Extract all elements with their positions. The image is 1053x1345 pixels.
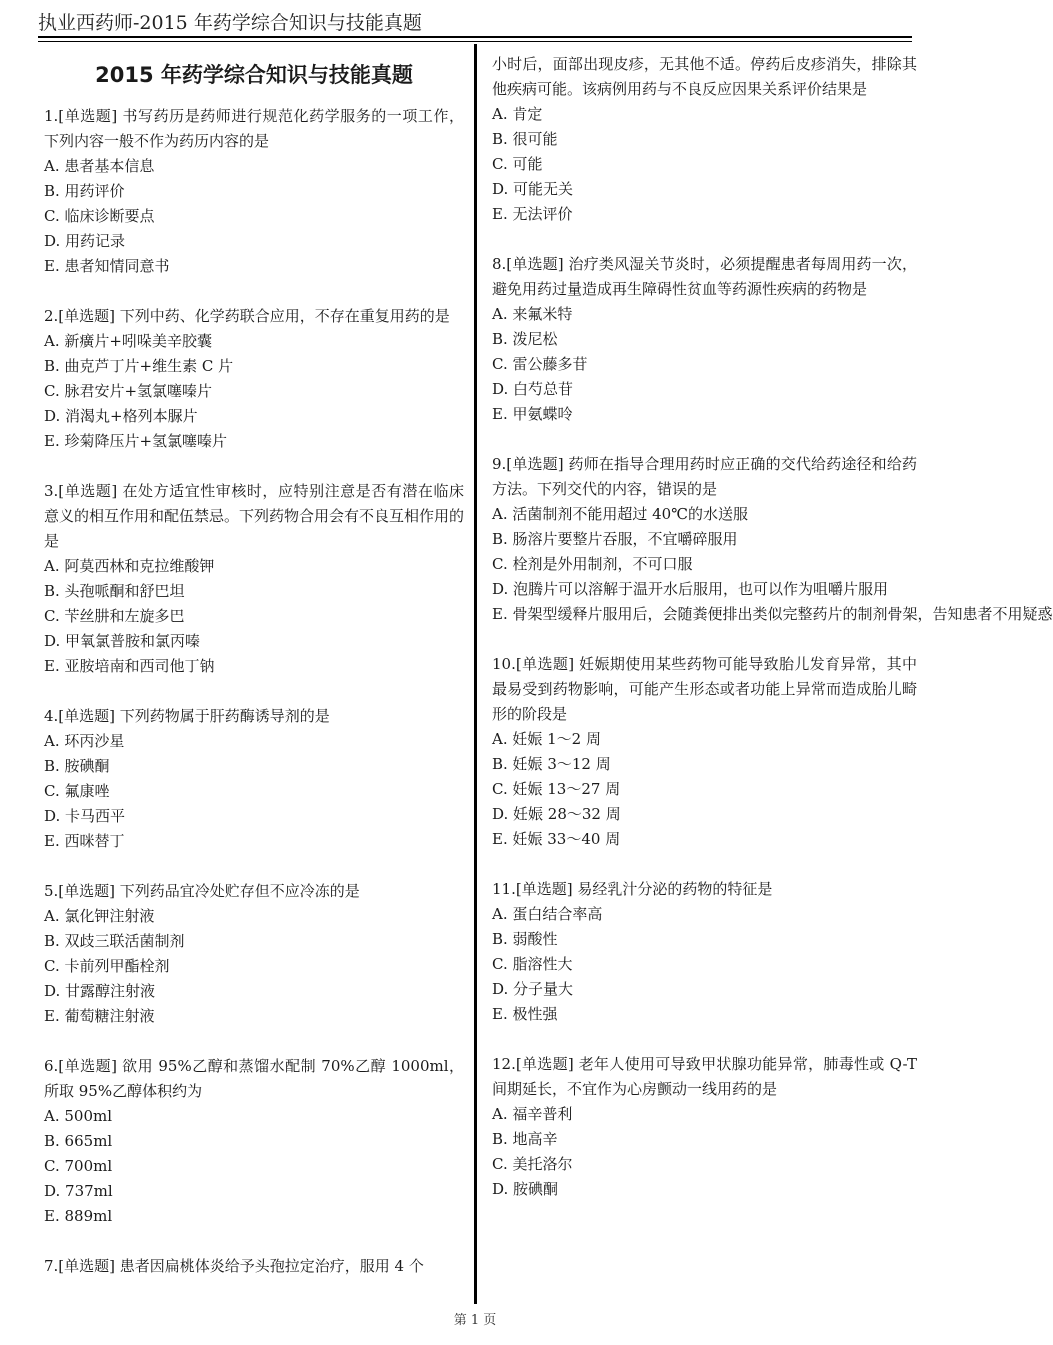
answer-option: D. 胺碘酮 bbox=[492, 1180, 559, 1198]
answer-option: B. 妊娠 3～12 周 bbox=[492, 755, 611, 773]
answer-option: D. 妊娠 28～32 周 bbox=[492, 805, 621, 823]
answer-option: D. 分子量大 bbox=[492, 980, 574, 998]
question-stem: 7.[单选题] 患者因扁桃体炎给予头孢拉定治疗，服用 4 个 bbox=[44, 1257, 424, 1275]
answer-option: A. 肯定 bbox=[492, 105, 543, 123]
question-stem: 11.[单选题] 易经乳汁分泌的药物的特征是 bbox=[492, 880, 773, 898]
right-question-list bbox=[492, 52, 1053, 1202]
answer-option: C. 苄丝肼和左旋多巴 bbox=[44, 607, 185, 625]
question-block bbox=[492, 877, 917, 1027]
answer-option: C. 700ml bbox=[44, 1157, 113, 1175]
answer-option: C. 可能 bbox=[492, 155, 543, 173]
question-stem: 10.[单选题] 妊娠期使用某些药物可能导致胎儿发育异常，其中最易受到药物影响，可能产生形态或者功能上异常而造成胎儿畸形的阶段是 bbox=[492, 655, 917, 723]
answer-option: B. 肠溶片要整片吞服，不宜嚼碎服用 bbox=[492, 530, 738, 548]
header-rule-thin bbox=[38, 41, 912, 42]
header-rule-thick bbox=[38, 36, 912, 38]
answer-option: B. 双歧三联活菌制剂 bbox=[44, 932, 185, 950]
answer-option: D. 泡腾片可以溶解于温开水后服用，也可以作为咀嚼片服用 bbox=[492, 580, 889, 598]
question-stem: 1.[单选题] 书写药历是药师进行规范化药学服务的一项工作，下列内容一般不作为药历内容的是 bbox=[44, 107, 464, 150]
answer-option: D. 可能无关 bbox=[492, 180, 574, 198]
answer-option: B. 头孢哌酮和舒巴坦 bbox=[44, 582, 185, 600]
answer-option: A. 阿莫西林和克拉维酸钾 bbox=[44, 557, 215, 575]
answer-option: E. 妊娠 33～40 周 bbox=[492, 830, 621, 848]
answer-option: E. 骨架型缓释片服用后，会随粪便排出类似完整药片的制剂骨架，告知患者不用疑惑 bbox=[492, 605, 1053, 623]
question-block bbox=[44, 104, 464, 279]
answer-option: B. 665ml bbox=[44, 1132, 113, 1150]
answer-option: D. 用药记录 bbox=[44, 232, 126, 250]
running-header: 执业西药师-2015 年药学综合知识与技能真题 bbox=[38, 12, 422, 34]
answer-option: B. 地高辛 bbox=[492, 1130, 558, 1148]
question-stem: 9.[单选题] 药师在指导合理用药时应正确的交代给药途径和给药方法。下列交代的内容，错误的是 bbox=[492, 455, 917, 498]
answer-option: E. 甲氨蝶呤 bbox=[492, 405, 573, 423]
answer-option: A. 环丙沙星 bbox=[44, 732, 125, 750]
answer-option: A. 福辛普利 bbox=[492, 1105, 573, 1123]
answer-option: C. 氟康唑 bbox=[44, 782, 110, 800]
answer-option: C. 美托洛尔 bbox=[492, 1155, 573, 1173]
question-stem: 5.[单选题] 下列药品宜冷处贮存但不应冷冻的是 bbox=[44, 882, 360, 900]
answer-option: A. 新癀片+吲哚美辛胶囊 bbox=[44, 332, 212, 350]
answer-option: A. 活菌制剂不能用超过 40℃的水送服 bbox=[492, 505, 749, 523]
answer-option: A. 氯化钾注射液 bbox=[44, 907, 155, 925]
answer-option: C. 临床诊断要点 bbox=[44, 207, 155, 225]
question-block bbox=[492, 52, 917, 227]
question-stem: 6.[单选题] 欲用 95%乙醇和蒸馏水配制 70%乙醇 1000ml，所取 95%乙醇体积约为 bbox=[44, 1057, 464, 1100]
document-title: 2015 年药学综合知识与技能真题 bbox=[95, 63, 413, 87]
left-column bbox=[44, 52, 464, 1304]
question-block bbox=[44, 1254, 464, 1279]
question-block bbox=[492, 252, 917, 427]
answer-option: D. 卡马西平 bbox=[44, 807, 126, 825]
answer-option: D. 甘露醇注射液 bbox=[44, 982, 156, 1000]
question-block bbox=[492, 1052, 917, 1202]
answer-option: A. 患者基本信息 bbox=[44, 157, 155, 175]
question-block bbox=[492, 452, 1053, 627]
page-number: 第 1 页 bbox=[453, 1313, 497, 1328]
answer-option: C. 脉君安片+氢氯噻嗪片 bbox=[44, 382, 213, 400]
answer-option: E. 极性强 bbox=[492, 1005, 558, 1023]
question-stem: 2.[单选题] 下列中药、化学药联合应用，不存在重复用药的是 bbox=[44, 307, 450, 325]
answer-option: E. 亚胺培南和西司他丁钠 bbox=[44, 657, 215, 675]
answer-option: B. 胺碘酮 bbox=[44, 757, 110, 775]
question-stem: 12.[单选题] 老年人使用可导致甲状腺功能异常，肺毒性或 Q-T 间期延长，不宜作为心房颤动一线用药的是 bbox=[492, 1055, 917, 1098]
answer-option: C. 雷公藤多苷 bbox=[492, 355, 588, 373]
question-stem: 小时后，面部出现皮疹，无其他不适。停药后皮疹消失，排除其他疾病可能。该病例用药与不良反应因果关系评价结果是 bbox=[492, 55, 917, 98]
answer-option: D. 消渴丸+格列本脲片 bbox=[44, 407, 198, 425]
question-block bbox=[44, 1054, 464, 1229]
right-column bbox=[492, 52, 1053, 1227]
answer-option: A. 蛋白结合率高 bbox=[492, 905, 603, 923]
answer-option: C. 脂溶性大 bbox=[492, 955, 573, 973]
answer-option: B. 弱酸性 bbox=[492, 930, 558, 948]
answer-option: E. 无法评价 bbox=[492, 205, 573, 223]
answer-option: C. 卡前列甲酯栓剂 bbox=[44, 957, 170, 975]
answer-option: B. 泼尼松 bbox=[492, 330, 558, 348]
question-block bbox=[44, 704, 464, 854]
answer-option: E. 889ml bbox=[44, 1207, 113, 1225]
question-stem: 4.[单选题] 下列药物属于肝药酶诱导剂的是 bbox=[44, 707, 330, 725]
left-question-list bbox=[44, 104, 464, 1279]
answer-option: A. 妊娠 1～2 周 bbox=[492, 730, 601, 748]
answer-option: B. 曲克芦丁片+维生素 C 片 bbox=[44, 357, 234, 375]
answer-option: E. 西咪替丁 bbox=[44, 832, 125, 850]
answer-option: B. 很可能 bbox=[492, 130, 558, 148]
answer-option: C. 妊娠 13～27 周 bbox=[492, 780, 621, 798]
question-block bbox=[44, 879, 464, 1029]
answer-option: D. 白芍总苷 bbox=[492, 380, 574, 398]
answer-option: E. 珍菊降压片+氢氯噻嗪片 bbox=[44, 432, 228, 450]
answer-option: B. 用药评价 bbox=[44, 182, 125, 200]
question-block bbox=[44, 479, 464, 679]
answer-option: D. 737ml bbox=[44, 1182, 113, 1200]
answer-option: E. 患者知情同意书 bbox=[44, 257, 170, 275]
question-stem: 8.[单选题] 治疗类风湿关节炎时，必须提醒患者每周用药一次，避免用药过量造成再生障碍性贫血等药源性疾病的药物是 bbox=[492, 255, 917, 298]
question-block bbox=[44, 304, 464, 454]
question-block bbox=[492, 652, 917, 852]
column-divider bbox=[474, 44, 477, 1304]
question-stem: 3.[单选题] 在处方适宜性审核时，应特别注意是否有潜在临床意义的相互作用和配伍禁忌。下列药物合用会有不良互相作用的是 bbox=[44, 482, 465, 550]
answer-option: D. 甲氧氯普胺和氯丙嗪 bbox=[44, 632, 201, 650]
answer-option: C. 栓剂是外用制剂，不可口服 bbox=[492, 555, 693, 573]
answer-option: A. 来氟米特 bbox=[492, 305, 573, 323]
answer-option: E. 葡萄糖注射液 bbox=[44, 1007, 155, 1025]
answer-option: A. 500ml bbox=[44, 1107, 113, 1125]
